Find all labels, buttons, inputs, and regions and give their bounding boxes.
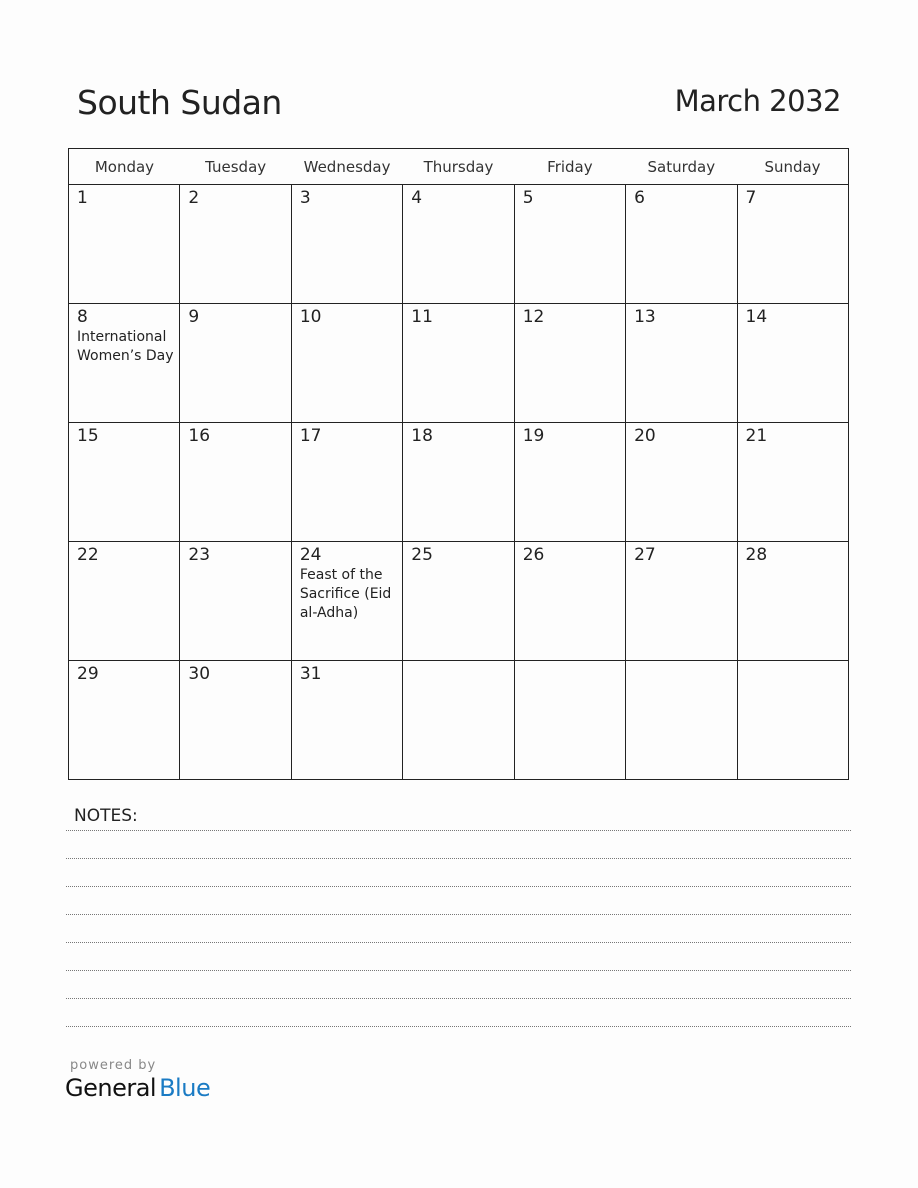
day-number: 30: [188, 664, 211, 684]
day-number: 31: [299, 664, 322, 684]
calendar-grid: [68, 148, 849, 780]
day-number: 15: [77, 426, 99, 446]
weekday-friday: Friday: [514, 149, 625, 185]
day-number: 1: [77, 188, 88, 208]
day-cell-31: [291, 661, 402, 780]
month-title: March 2032: [674, 84, 841, 118]
day-number: 23: [188, 545, 211, 565]
day-number: 12: [522, 307, 545, 327]
day-number: 10: [299, 307, 322, 327]
notes-line: [66, 858, 851, 859]
week-row: [69, 423, 849, 542]
empty-cell: [403, 661, 514, 780]
empty-cell: [514, 661, 625, 780]
day-cell-19: [514, 423, 625, 542]
weekday-wednesday: Wednesday: [291, 149, 402, 185]
weekday-tuesday: Tuesday: [180, 149, 291, 185]
empty-cell: [626, 661, 737, 780]
day-number: 20: [634, 426, 656, 446]
notes-label: NOTES:: [74, 806, 138, 826]
day-cell-10: [291, 304, 402, 423]
day-cell-9: [180, 304, 291, 423]
day-number: 25: [411, 545, 433, 565]
day-number: 29: [77, 664, 99, 684]
day-cell-28: [737, 542, 848, 661]
day-cell-27: [626, 542, 737, 661]
notes-line: [66, 914, 851, 915]
day-number: 26: [522, 545, 545, 565]
empty-cell: [737, 661, 848, 780]
week-row: [69, 661, 849, 780]
day-cell-16: [180, 423, 291, 542]
day-cell-2: [180, 185, 291, 304]
holiday-label: International Women’s Day: [77, 329, 174, 364]
day-cell-22: [69, 542, 180, 661]
notes-line: [66, 998, 851, 999]
country-title: South Sudan: [77, 83, 282, 122]
day-number: 22: [77, 545, 99, 565]
day-cell-6: [626, 185, 737, 304]
day-number: 16: [188, 426, 211, 446]
day-number: 3: [299, 188, 311, 208]
day-cell-21: [737, 423, 848, 542]
weekday-header-row: [69, 149, 849, 185]
notes-line: [66, 970, 851, 971]
day-cell-30: [180, 661, 291, 780]
day-number: 8: [77, 307, 88, 327]
day-number: 28: [745, 545, 768, 565]
day-cell-26: [514, 542, 625, 661]
day-cell-15: [69, 423, 180, 542]
day-cell-3: [291, 185, 402, 304]
day-number: 27: [634, 545, 656, 565]
day-number: 19: [522, 426, 545, 446]
week-row: [69, 542, 849, 661]
week-row: [69, 304, 849, 423]
notes-line: [66, 886, 851, 887]
day-number: 6: [634, 188, 645, 208]
day-cell-7: [737, 185, 848, 304]
weekday-thursday: Thursday: [403, 149, 514, 185]
day-cell-17: [291, 423, 402, 542]
day-number: 11: [411, 307, 433, 327]
logo-blue: Blue: [159, 1074, 211, 1102]
day-cell-25: [403, 542, 514, 661]
notes-line: [66, 830, 851, 831]
day-number: 18: [411, 426, 433, 446]
weekday-sunday: Sunday: [737, 149, 848, 185]
day-number: 5: [522, 188, 534, 208]
notes-line: [66, 942, 851, 943]
logo-general: General: [65, 1074, 157, 1102]
day-cell-8: [69, 304, 180, 423]
weekday-monday: Monday: [69, 149, 180, 185]
day-cell-11: [403, 304, 514, 423]
day-cell-1: [69, 185, 180, 304]
day-cell-24: [291, 542, 402, 661]
day-cell-12: [514, 304, 625, 423]
day-number: 4: [411, 188, 423, 208]
day-cell-5: [514, 185, 625, 304]
week-row: [69, 185, 849, 304]
day-cell-14: [737, 304, 848, 423]
day-cell-13: [626, 304, 737, 423]
day-number: 24: [299, 545, 322, 565]
day-number: 2: [188, 188, 200, 208]
notes-line: [66, 1026, 851, 1027]
day-number: 21: [745, 426, 768, 446]
day-cell-18: [403, 423, 514, 542]
day-cell-4: [403, 185, 514, 304]
weekday-saturday: Saturday: [626, 149, 737, 185]
day-number: 17: [299, 426, 322, 446]
day-cell-29: [69, 661, 180, 780]
day-number: 14: [745, 307, 768, 327]
powered-by-text: powered by: [70, 1058, 157, 1073]
day-number: 13: [634, 307, 656, 327]
day-number: 9: [188, 307, 200, 327]
day-cell-20: [626, 423, 737, 542]
day-number: 7: [745, 188, 757, 208]
generalblue-logo: [65, 1074, 210, 1102]
day-cell-23: [180, 542, 291, 661]
holiday-label: Feast of the Sacrifice (Eid al-Adha): [299, 567, 392, 621]
